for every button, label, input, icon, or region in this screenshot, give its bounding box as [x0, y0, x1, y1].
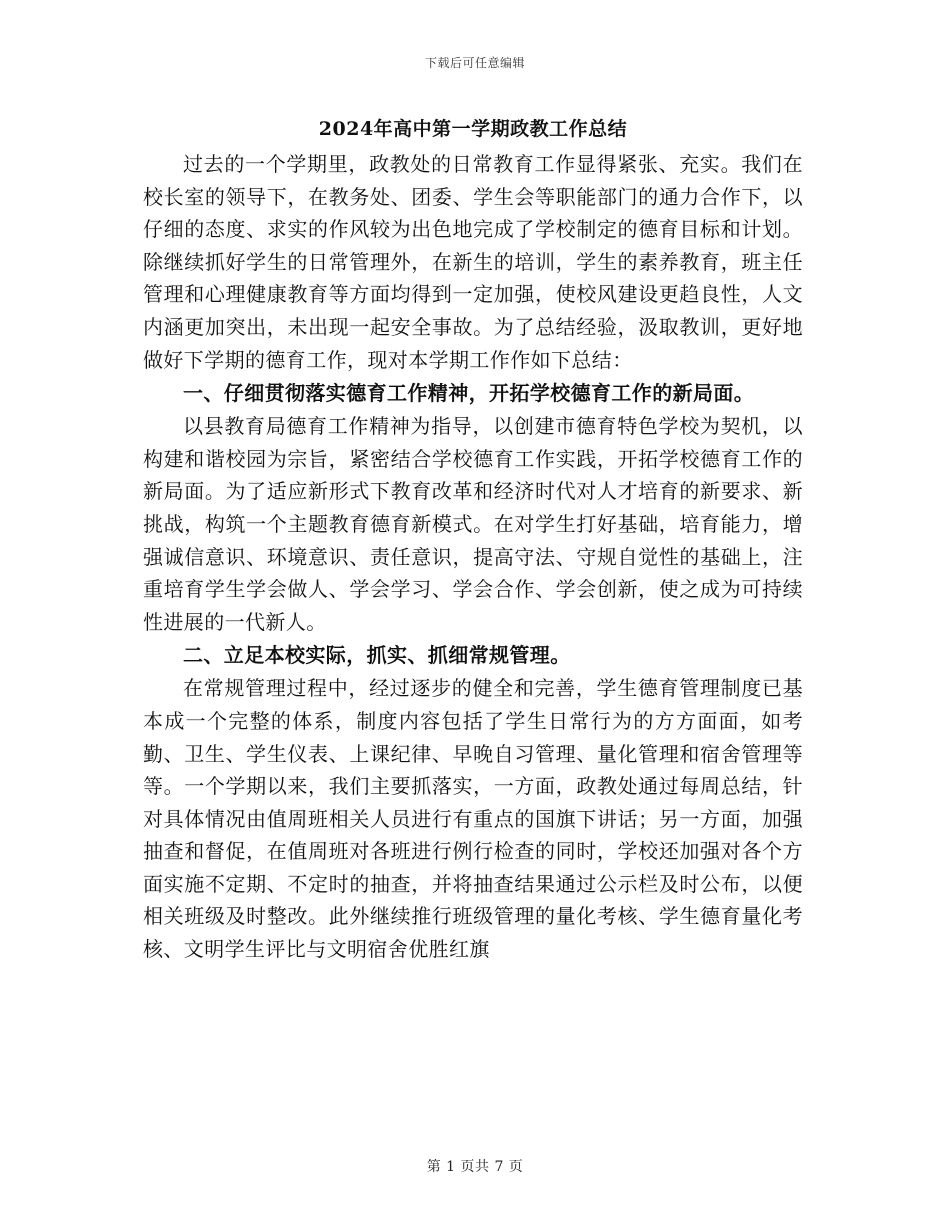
intro-paragraph: 过去的一个学期里，政教处的日常教育工作显得紧张、充实。我们在校长室的领导下，在教务处、团委、学生会等职能部门的通力合作下，以仔细的态度、求实的作风较为出色地完成了学校制定的德育目标和计划。除继续抓好学生的日常管理外，在新生的培训，学生的素养教育，班主任管理和心理健康教育等方面均得到一定加强，使校风建设更趋良性，人文内涵更加突出，未出现一起安全事故。为了总结经验，汲取教训，更好地做好下学期的德育工作，现对本学期工作作如下总结： — [143, 152, 803, 372]
section-1-heading: 一、仔细贯彻落实德育工作精神，开拓学校德育工作的新局面。 — [183, 381, 755, 406]
document-title: 2024年高中第一学期政教工作总结 — [318, 118, 628, 140]
section-2-paragraph: 在常规管理过程中，经过逐步的健全和完善，学生德育管理制度已基本成一个完整的体系，制度内容包括了学生日常行为的方方面面，如考勤、卫生、学生仪表、上课纪律、早晚自习管理、量化管理和宿舍管理等等。一个学期以来，我们主要抓落实，一方面，政教处通过每周总结，针对具体情况由值周班相关人员进行有重点的国旗下讲话；另一方面，加强抽查和督促，在值周班对各班进行例行检查的同时，学校还加强对各个方面实施不定期、不定时的抽查，并将抽查结果通过公示栏及时公布，以便相关班级及时整改。此外继续推行班级管理的量化考核、学生德育量化考核、文明学生评比与文明宿舍优胜红旗 — [143, 676, 803, 962]
header-note: 下载后可任意编辑 — [424, 56, 525, 70]
section-2-heading: 二、立足本校实际，抓实、抓细常规管理。 — [183, 643, 571, 668]
document-body — [143, 114, 803, 966]
page-number: 第 1 页共 7 页 — [426, 1159, 524, 1175]
section-1-paragraph: 以县教育局德育工作精神为指导，以创建市德育特色学校为契机，以构建和谐校园为宗旨，紧密结合学校德育工作实践，开拓学校德育工作的新局面。为了适应新形式下教育改革和经济时代对人才培育的新要求、新挑战，构筑一个主题教育德育新模式。在对学生打好基础，培育能力，增强诚信意识、环境意识、责任意识，提高守法、守规自觉性的基础上，注重培育学生学会做人、学会学习、学会合作、学会创新，使之成为可持续性进展的一代新人。 — [143, 414, 803, 634]
